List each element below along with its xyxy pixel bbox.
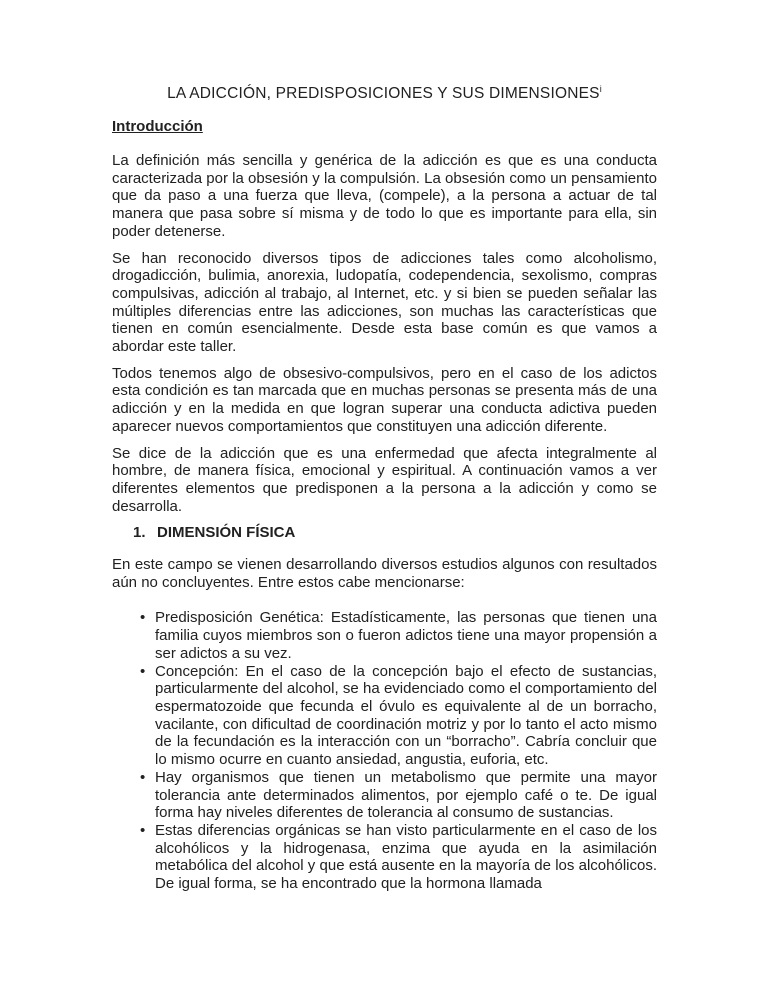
list-item-text: Predisposición Genética: Estadísticamente, las personas que tienen una familia cuyos miembros son o fueron adictos tiene una mayor propensión a ser adictos a su vez. (155, 609, 657, 662)
intro-paragraph-1: La definición más sencilla y genérica de la adicción es que es una conducta caracterizada por la obsesión y la compulsión. La obsesión como un pensamiento que da paso a una fuerza que lleva, (compele), a la persona a actuar de tal manera que pasa sobre sí misma y de todo lo que es importante para ella, sin poder detenerse. (112, 152, 657, 240)
bullet-icon: • (140, 662, 146, 680)
section-1-title: DIMENSIÓN FÍSICA (157, 524, 296, 542)
intro-paragraph-3: Todos tenemos algo de obsesivo-compulsivos, pero en el caso de los adictos esta condición es tan marcada que en muchas personas se presenta más de una adicción y en la medida en que logran superar una conducta adictiva pueden aparecer nuevos comportamientos que constituyen una adicción diferente. (112, 364, 657, 435)
list-item (112, 609, 657, 662)
document-title (112, 85, 657, 103)
bullet-list (112, 609, 657, 892)
intro-paragraph-2: Se han reconocido diversos tipos de adicciones tales como alcoholismo, drogadicción, bulimia, anorexia, ludopatía, codependencia, sexolismo, compras compulsivas, adicción al trabajo, al Internet, etc. y si bien se pueden señalar las múltiples diferencias entre las adicciones, son muchas las características que tienen en común esencialmente. Desde esta base común es que vamos a abordar este taller. (112, 249, 657, 356)
bullet-icon: • (140, 768, 146, 786)
list-item (112, 769, 657, 822)
section-1-heading (112, 524, 657, 542)
list-item-text: Hay organismos que tienen un metabolismo que permite una mayor tolerancia ante determinados alimentos, por ejemplo café o te. De igual forma hay niveles diferentes de tolerancia al consumo de sustancias. (155, 768, 657, 822)
section-1-number: 1. (133, 524, 146, 542)
intro-heading: Introducción (112, 118, 203, 135)
document-title-text: LA ADICCIÓN, PREDISPOSICIONES Y SUS DIMENSIONES (167, 85, 600, 102)
list-item (112, 663, 657, 769)
bullet-icon: • (140, 821, 146, 839)
intro-paragraph-4: Se dice de la adicción que es una enfermedad que afecta integralmente al hombre, de manera física, emocional y espiritual. A continuación vamos a ver diferentes elementos que predisponen a la persona a la adicción y como se desarrolla. (112, 444, 657, 515)
endnote-marker: i (599, 83, 602, 94)
section-1-lead-paragraph: En este campo se vienen desarrollando diversos estudios algunos con resultados aún no concluyentes. Entre estos cabe mencionarse: (112, 556, 657, 591)
list-item (112, 822, 657, 893)
list-item-text: Estas diferencias orgánicas se han visto particularmente en el caso de los alcohólicos y la hidrogenasa, enzima que ayuda en la asimilación metabólica del alcohol y que está ausente en la mayoría de los alcohólicos. De igual forma, se ha encontrado que la hormona llamada (155, 821, 657, 893)
list-item-text: Concepción: En el caso de la concepción bajo el efecto de sustancias, particularmente del alcohol, se ha evidenciado como el comportamiento del espermatozoide que fecunda el óvulo es equivalente al de un borracho, vacilante, con dificultad de coordinación motriz y por lo tanto el acto mismo de la fecundación es la interacción con un “borracho”. Cabría concluir que lo mismo ocurre en cuanto ansiedad, angustia, euforia, etc. (155, 662, 657, 769)
bullet-icon: • (140, 609, 146, 627)
